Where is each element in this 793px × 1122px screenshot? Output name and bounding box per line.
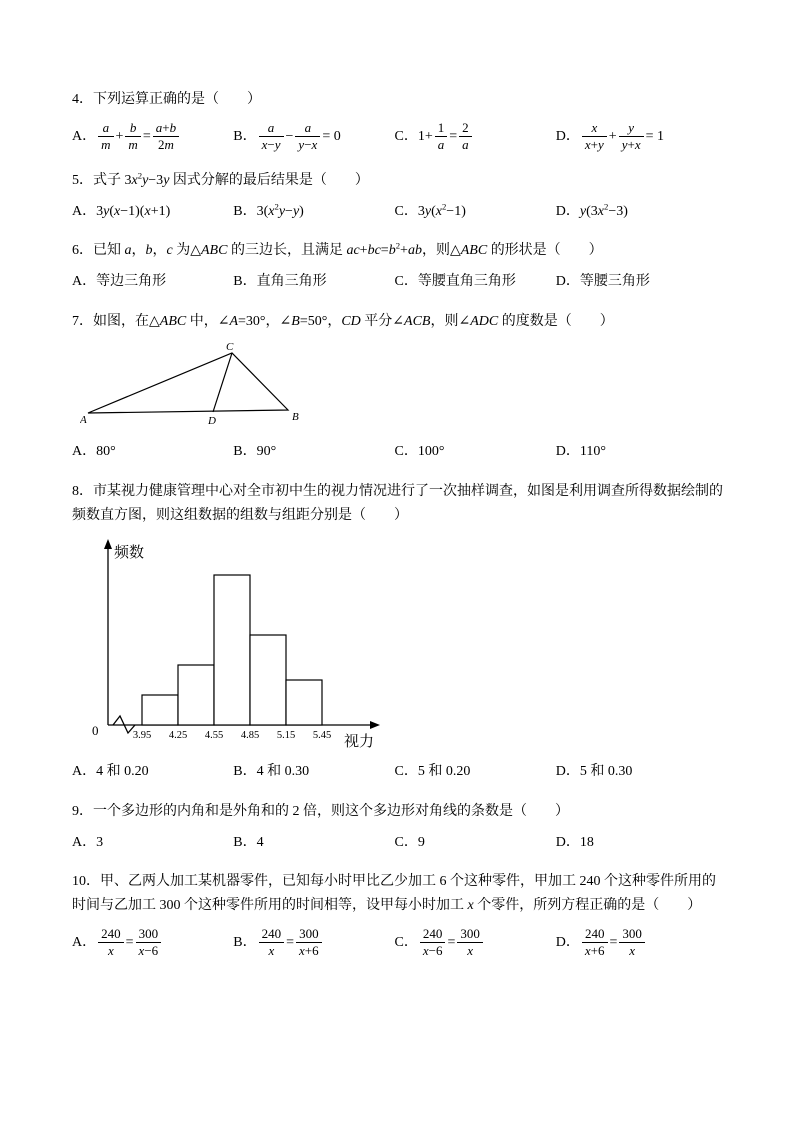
origin-label: 0 — [92, 723, 99, 739]
question-4 — [72, 88, 723, 153]
x-tick-label: 4.85 — [240, 730, 260, 742]
question-6-options — [72, 271, 717, 293]
question-7-figure — [80, 341, 723, 431]
x-tick-label: 4.25 — [168, 730, 188, 742]
histogram-figure — [80, 535, 402, 751]
question-7-option-c: C．100° — [394, 444, 445, 460]
question-7-stem: 7．如图，在△ABC 中，∠A=30°，∠B=50°，CD 平分∠ACB，则∠ADC 的度数是（ ） — [72, 313, 614, 329]
question-6-option-a: A．等边三角形 — [72, 274, 167, 290]
question-9-option-b: B．4 — [233, 834, 264, 850]
question-4-option-b: B． $\frac{a}{x-y}$ − $\frac{a}{y-x}$ = 0 — [233, 119, 341, 153]
question-10-options — [72, 926, 717, 960]
question-8-stem: 8．市某视力健康管理中心对全市初中生的视力情况进行了一次抽样调查，如图是利用调查所得数据绘制的频数直方图，则这组数据的组数与组距分别是（ ） — [72, 483, 723, 523]
question-9-stem: 9．一个多边形的内角和是外角和的 2 倍，则这个多边形对角线的条数是（ ） — [72, 803, 569, 819]
histogram-bar — [286, 680, 322, 725]
x-axis-arrow — [370, 721, 380, 729]
question-6-stem: 6．已知 a，b，c 为△ABC 的三边长，且满足 $ac+bc=b^2+ab$，则△ABC 的形状是（ ） — [72, 240, 603, 259]
question-4-option-a: A． $\frac{a}{m}$ + $\frac{b}{m}$ = $\frac{a+b}{2m}$ — [72, 120, 233, 154]
question-10-option-c: C． $\frac{240}{x-6}$ = $\frac{300}{x}$ — [395, 926, 556, 960]
question-9 — [72, 800, 723, 854]
question-8-option-b: B．4 和 0.30 — [233, 764, 310, 780]
question-8-option-a: A．4 和 0.20 — [72, 764, 149, 780]
vertex-label-A: A — [80, 414, 87, 427]
question-8-option-d: D．5 和 0.30 — [555, 764, 633, 780]
question-8-options — [72, 761, 717, 783]
y-axis-arrow — [104, 539, 112, 549]
question-9-option-c: C．9 — [394, 834, 425, 850]
question-6-option-c: C．等腰直角三角形 — [394, 274, 516, 290]
x-tick-label: 3.95 — [132, 730, 152, 742]
vertex-label-D: D — [208, 415, 216, 428]
question-5-stem: 5．式子 $3x^2y-3y$ 因式分解的最后结果是（ ） — [72, 170, 369, 189]
question-9-option-d: D．18 — [555, 834, 594, 850]
question-6 — [72, 239, 723, 293]
histogram-bar — [214, 575, 250, 725]
question-5-option-d: D．$y(3x^2-3)$ — [555, 201, 628, 220]
question-5-option-b: B．$3(x^2y-y)$ — [233, 201, 304, 220]
histogram-tick-labels — [133, 730, 331, 741]
question-4-options — [72, 120, 717, 154]
question-4-option-c: C．1+ $\frac{1}{a}$ = $\frac{2}{a}$ — [395, 120, 556, 154]
question-5-option-a: A．3y(x−1)(x+1) — [72, 204, 171, 220]
segment-CD — [213, 353, 232, 412]
vertex-label-C: C — [226, 341, 234, 354]
triangle-ABC — [88, 353, 288, 413]
histogram-bar — [142, 695, 178, 725]
vertex-label-B: B — [292, 411, 299, 424]
x-axis-label: 视力 — [344, 734, 375, 751]
question-4-stem: 4．下列运算正确的是（ ） — [72, 92, 261, 107]
question-8-option-c: C．5 和 0.20 — [394, 764, 471, 780]
question-5-option-c: C．$3y(x^2-1)$ — [394, 201, 466, 220]
histogram-bar — [250, 635, 286, 725]
question-8-figure — [80, 535, 723, 751]
question-5-options — [72, 201, 717, 223]
question-5 — [72, 169, 723, 223]
question-6-option-d: D．等腰三角形 — [555, 274, 650, 290]
histogram-bars — [142, 575, 322, 725]
question-10-option-b: B． $\frac{240}{x}$ = $\frac{300}{x+6}$ — [233, 926, 394, 960]
question-9-options — [72, 832, 717, 854]
question-9-option-a: A．3 — [72, 834, 104, 850]
question-10-option-d: D． $\frac{240}{x+6}$ = $\frac{300}{x}$ — [556, 926, 717, 960]
question-7-option-d: D．110° — [555, 444, 606, 460]
x-tick-label: 4.55 — [204, 730, 224, 742]
question-10 — [72, 870, 723, 959]
question-4-option-d: D． $\frac{x}{x+y}$ + $\frac{y}{y+x}$ = 1 — [555, 119, 664, 153]
question-10-stem: 10．甲、乙两人加工某机器零件，已知每小时甲比乙少加工 6 个这种零件，甲加工 240 个这种零件所用的时间与乙加工 300 个这种零件所用的时间相等，设甲每小时加工 x 个零件，所列方程正确的是（ ） — [72, 874, 716, 913]
question-7-option-b: B．90° — [233, 444, 277, 460]
x-tick-label: 5.15 — [276, 730, 296, 742]
question-10-option-a: A． $\frac{240}{x}$ = $\frac{300}{x-6}$ — [72, 926, 233, 960]
question-8 — [72, 480, 723, 784]
question-6-option-b: B．直角三角形 — [233, 274, 327, 290]
x-tick-label: 5.45 — [312, 730, 332, 742]
histogram-bar — [178, 665, 214, 725]
question-7 — [72, 310, 723, 464]
question-7-options — [72, 441, 717, 463]
question-7-option-a: A．80° — [72, 444, 116, 460]
y-axis-label: 频数 — [114, 545, 145, 562]
triangle-figure — [80, 341, 312, 431]
